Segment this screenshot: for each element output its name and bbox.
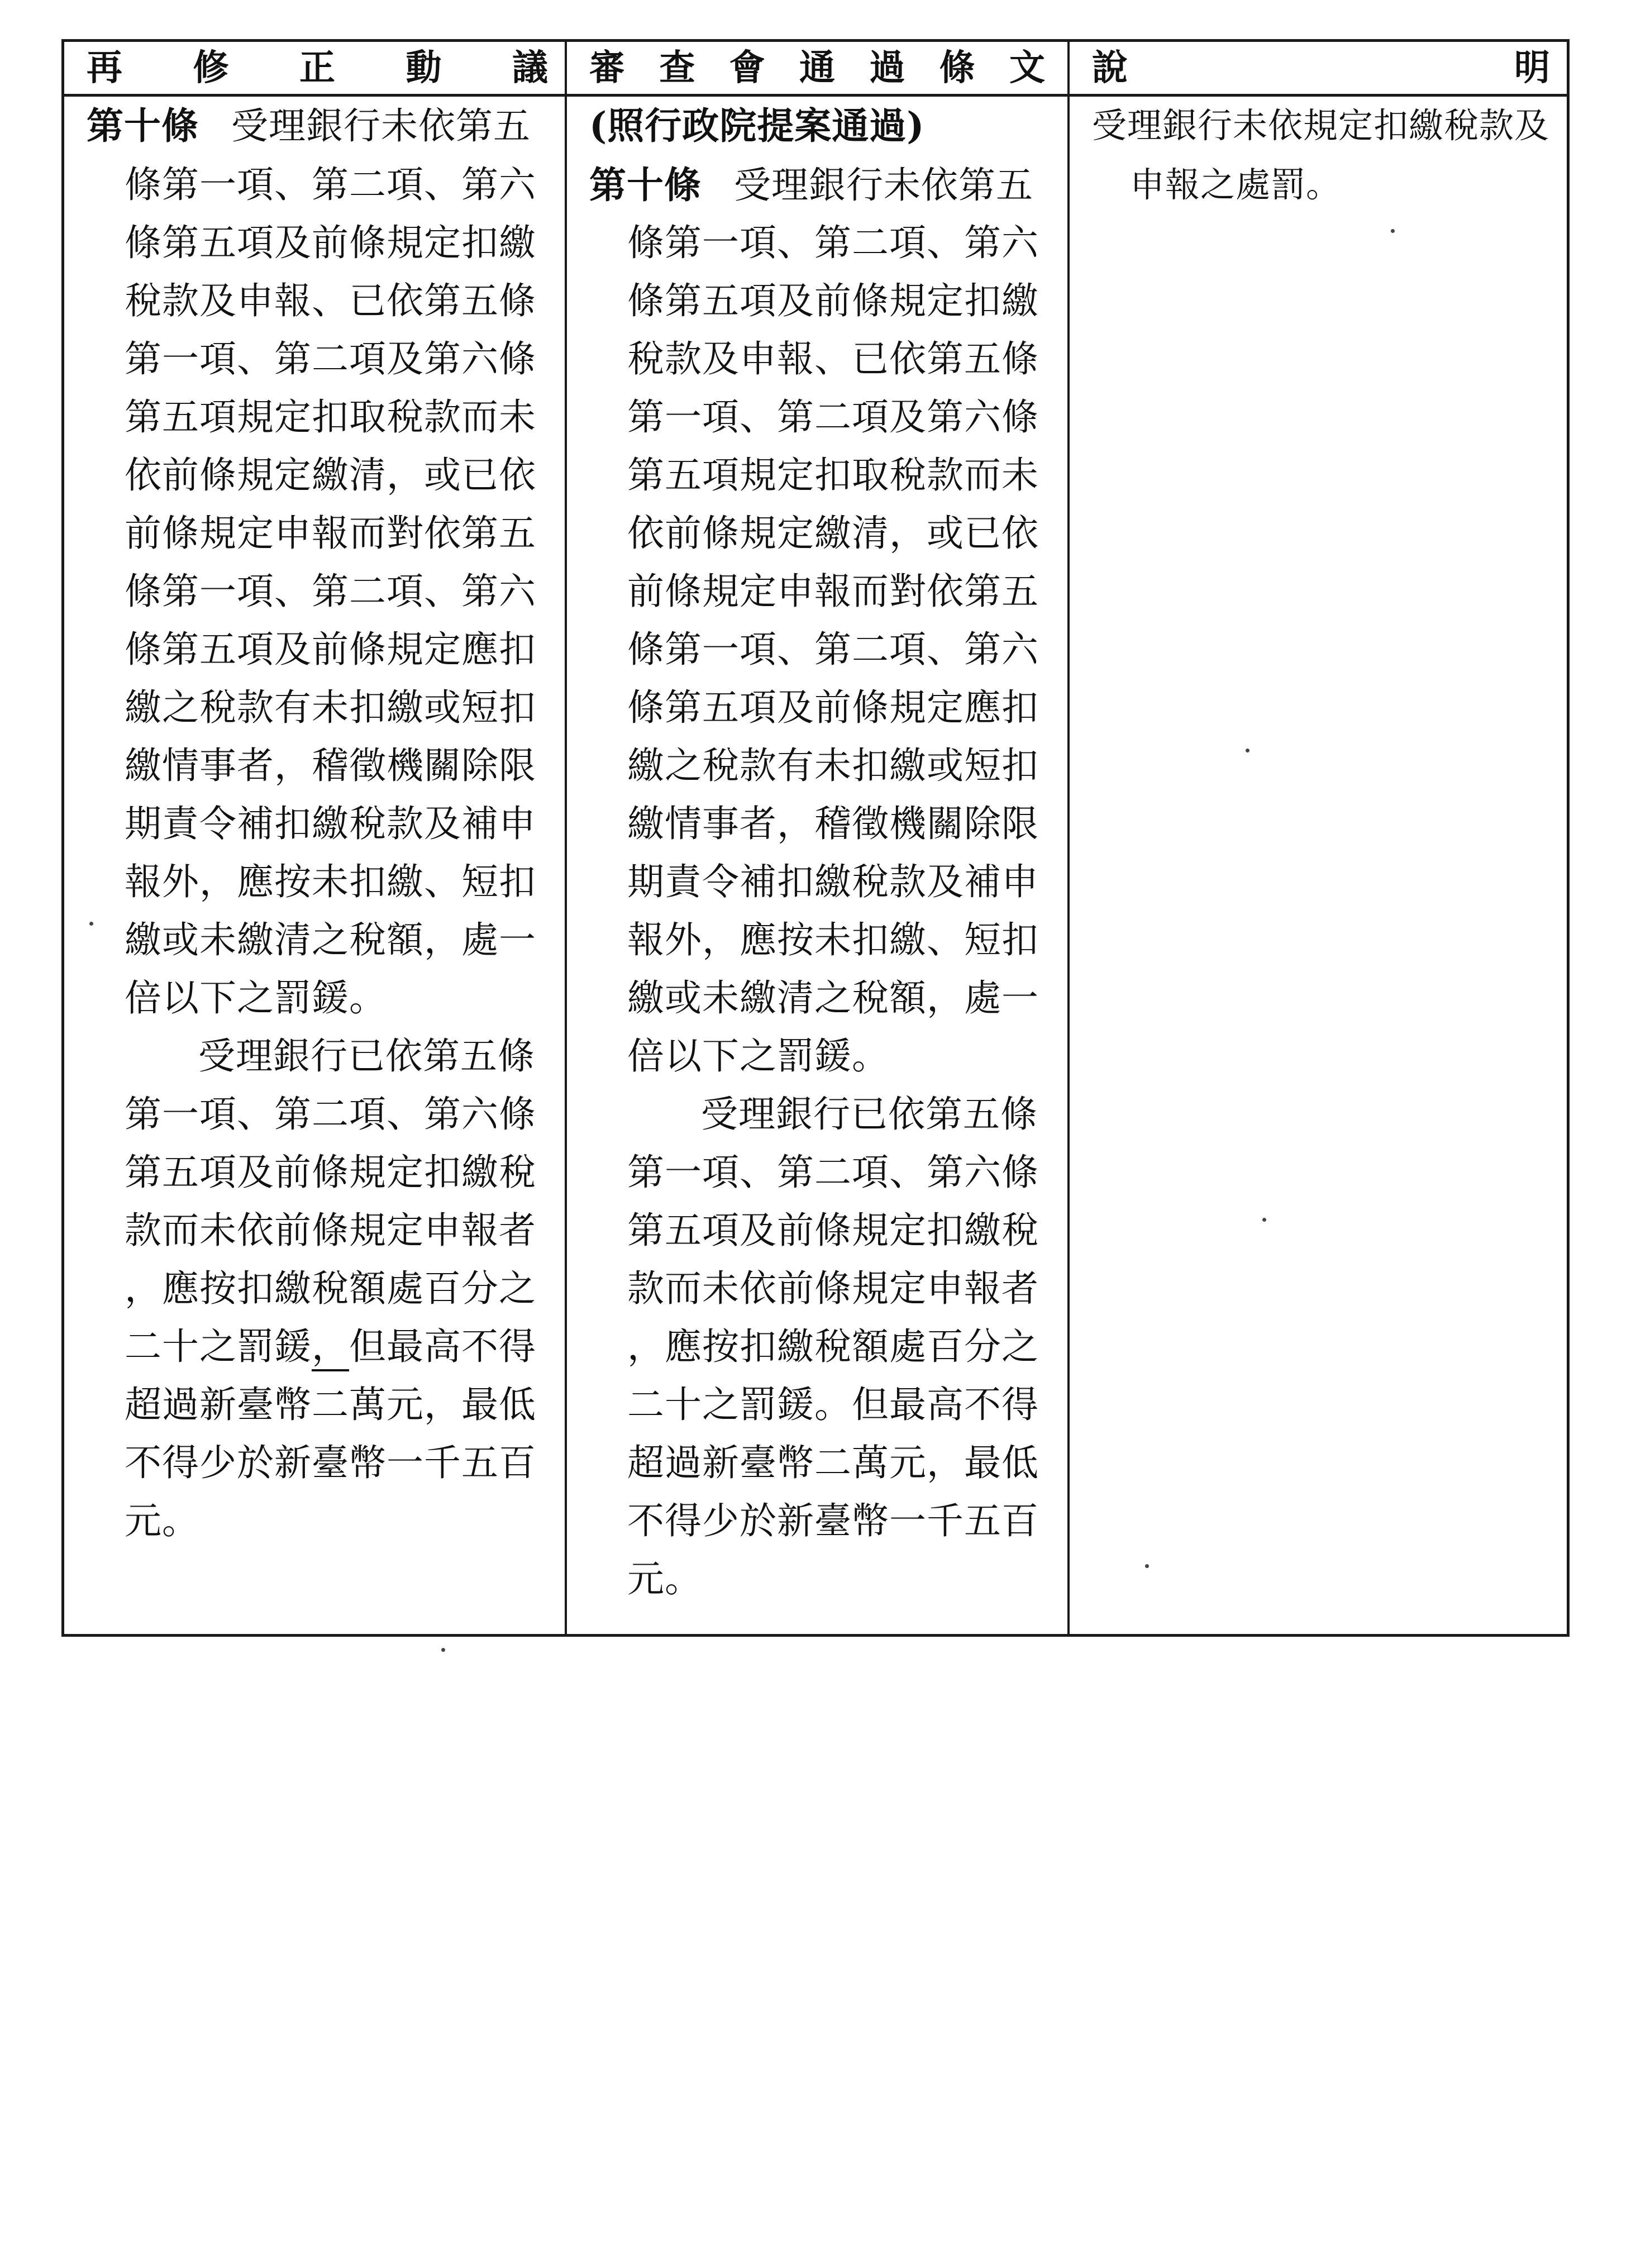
text-line: 報外，應按未扣繳、短扣 <box>627 918 1039 961</box>
header-char: 過 <box>869 47 905 89</box>
header-char: 審 <box>589 47 625 89</box>
text-line: 條第五項及前條規定應扣 <box>627 686 1039 729</box>
text-line: 二十之罰鍰 <box>125 1325 312 1368</box>
header-char: 動 <box>406 47 442 89</box>
article-label: 第十條 <box>589 163 702 207</box>
header-revised-motion <box>64 42 565 97</box>
scan-speck <box>1246 749 1249 752</box>
header-char: 議 <box>512 47 548 89</box>
text-line: 但最高不得 <box>349 1325 536 1368</box>
revised-motion-text <box>64 97 565 1634</box>
header-char: 文 <box>1009 47 1045 89</box>
header-char: 查 <box>659 47 695 89</box>
text-line: 受理銀行未依規定扣繳稅款及 <box>1092 105 1550 146</box>
column-committee-text <box>567 42 1070 1634</box>
text-line: 第五項及前條規定扣繳稅 <box>627 1209 1039 1252</box>
text-line: 繳或未繳清之稅額，處一 <box>125 918 536 961</box>
header-char: 修 <box>193 47 229 89</box>
scan-speck <box>89 922 93 926</box>
text-line: 期責令補扣繳稅款及補申 <box>125 802 536 845</box>
inserted-comma: ， <box>312 1324 349 1371</box>
text-line: 款而未依前條規定申報者 <box>627 1267 1039 1310</box>
text-line: 稅款及申報、已依第五條 <box>627 337 1039 380</box>
text-line: 條第一項、第二項、第六 <box>627 628 1039 671</box>
text-line: ，應按扣繳稅額處百分之 <box>627 1325 1039 1368</box>
text-line: 條第五項及前條規定應扣 <box>125 628 536 671</box>
text-line: 條第一項、第二項、第六 <box>627 221 1039 264</box>
text-line: 第一項、第二項、第六條 <box>627 1151 1039 1194</box>
text-line: 受理銀行未依第五 <box>231 104 531 147</box>
text-line: 依前條規定繳清，或已依 <box>125 454 536 497</box>
text-line: 受理銀行未依第五 <box>734 164 1033 207</box>
text-line: 繳情事者，稽徵機關除限 <box>125 744 536 787</box>
text-line: 第五項規定扣取稅款而未 <box>627 454 1039 497</box>
header-char: 正 <box>299 47 335 89</box>
committee-text <box>567 97 1067 1634</box>
text-line: 條第一項、第二項、第六 <box>125 570 536 613</box>
text-line: 元。 <box>627 1557 702 1600</box>
text-line: 不得少於新臺幣一千五百 <box>125 1441 536 1484</box>
column-revised-motion <box>64 42 567 1634</box>
article-label: 第十條 <box>87 104 199 147</box>
text-line: 條第五項及前條規定扣繳 <box>125 221 536 264</box>
header-char: 明 <box>1514 47 1550 89</box>
text-line: 第一項、第二項及第六條 <box>125 337 536 380</box>
text-line: 倍以下之罰鍰。 <box>125 976 387 1019</box>
text-line: 繳之稅款有未扣繳或短扣 <box>125 686 536 729</box>
text-line: 超過新臺幣二萬元，最低 <box>125 1383 536 1426</box>
text-line: 稅款及申報、已依第五條 <box>125 279 536 322</box>
scan-speck <box>1262 1218 1266 1222</box>
text-line: 款而未依前條規定申報者 <box>125 1209 536 1252</box>
header-explanation <box>1070 42 1567 97</box>
text-line: 繳或未繳清之稅額，處一 <box>627 976 1039 1019</box>
text-line: 繳情事者，稽徵機關除限 <box>627 802 1039 845</box>
text-line: 依前條規定繳清，或已依 <box>627 512 1039 555</box>
text-line: 受理銀行已依第五條 <box>701 1093 1038 1136</box>
text-line: 第一項、第二項及第六條 <box>627 396 1039 439</box>
header-char: 會 <box>729 47 765 89</box>
proposal-note: (照行政院提案通過) <box>589 104 925 147</box>
text-line: 繳之稅款有未扣繳或短扣 <box>627 744 1039 787</box>
header-char: 說 <box>1092 47 1128 89</box>
header-char: 條 <box>939 47 975 89</box>
explanation-text <box>1070 97 1567 1634</box>
text-line: 第五項及前條規定扣繳稅 <box>125 1151 536 1194</box>
scan-speck <box>1145 1564 1149 1568</box>
scan-speck <box>441 1648 445 1652</box>
scan-speck <box>1391 229 1395 233</box>
text-line: 前條規定申報而對依第五 <box>627 570 1039 613</box>
text-line: 不得少於新臺幣一千五百 <box>627 1499 1039 1542</box>
column-explanation <box>1070 42 1567 1634</box>
text-line: 期責令補扣繳稅款及補申 <box>627 860 1039 903</box>
text-line: 申報之處罰。 <box>1130 164 1342 205</box>
text-line: 第五項規定扣取稅款而未 <box>125 396 536 439</box>
comparison-table <box>61 39 1570 1637</box>
header-committee-text <box>567 42 1067 97</box>
text-line: 元。 <box>125 1499 199 1542</box>
text-line: 報外，應按未扣繳、短扣 <box>125 860 536 903</box>
header-char: 再 <box>87 47 122 89</box>
text-line: 條第一項、第二項、第六 <box>125 163 536 206</box>
text-line: 倍以下之罰鍰。 <box>627 1035 889 1078</box>
text-line: 超過新臺幣二萬元，最低 <box>627 1441 1039 1484</box>
text-line: 條第五項及前條規定扣繳 <box>627 279 1039 322</box>
text-line: 第一項、第二項、第六條 <box>125 1093 536 1136</box>
text-line: 受理銀行已依第五條 <box>198 1035 535 1078</box>
text-line: ，應按扣繳稅額處百分之 <box>125 1267 536 1310</box>
header-char: 通 <box>799 47 835 89</box>
text-line: 前條規定申報而對依第五 <box>125 512 536 555</box>
text-line: 二十之罰鍰。但最高不得 <box>627 1383 1039 1426</box>
